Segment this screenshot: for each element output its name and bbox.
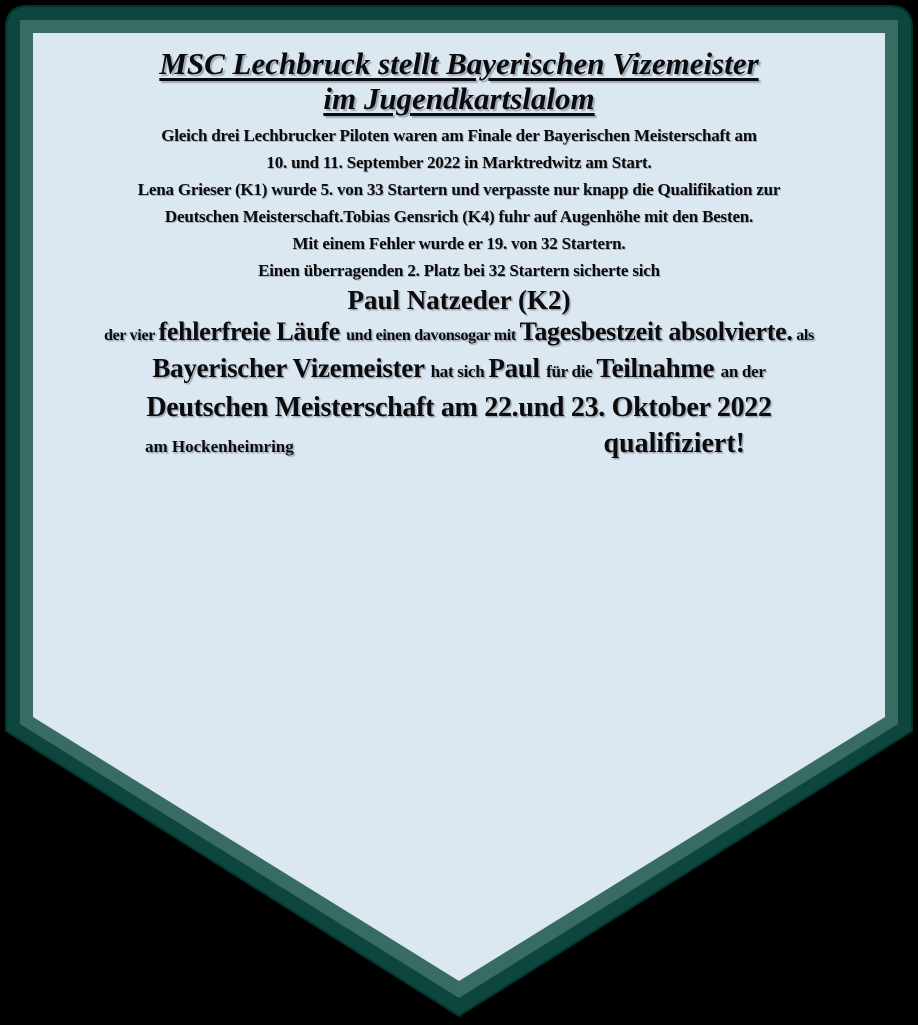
detail-segment: für die	[546, 362, 597, 381]
intro-line: Deutschen Meisterschaft.Tobias Gensrich (K4) fuhr auf Augenhöhe mit den Besten.	[164, 207, 754, 226]
detail-segment: der vier	[103, 327, 159, 344]
intro-line: Gleich drei Lechbrucker Piloten waren am Finale der Bayerischen Meisterschaft am	[161, 126, 757, 145]
detail-segment: Paul	[488, 353, 547, 383]
intro-line: Einen überragenden 2. Platz bei 32 Startern sicherte sich	[258, 261, 660, 280]
title-line-1: MSC Lechbruck stellt Bayerischen Vizemeister	[159, 46, 759, 81]
detail-segment: hat sich	[430, 362, 489, 381]
winner-name: Paul Natzeder (K2)	[347, 285, 571, 315]
detail-segment: an der	[720, 362, 766, 381]
intro-line: Lena Grieser (K1) wurde 5. von 33 Startern und verpasste nur knapp die Qualifikation zur	[137, 180, 781, 199]
intro-paragraph	[33, 122, 885, 284]
qualified-text: qualifiziert!	[603, 428, 745, 459]
detail-line-1	[33, 317, 885, 351]
detail-segment: und einen davonsogar mit	[346, 327, 520, 344]
detail-segment: Bayerischer Vizemeister	[152, 353, 431, 383]
pennant-content	[33, 33, 885, 465]
detail-line-2	[33, 351, 885, 390]
intro-line: Mit einem Fehler wurde er 19. von 32 Startern.	[292, 234, 626, 253]
detail-segment: als	[792, 327, 815, 344]
detail-segment: Teilnahme	[596, 353, 721, 383]
title-line-2: im Jugendkartslalom	[323, 81, 595, 116]
footer-line	[33, 426, 885, 465]
page-title	[33, 33, 885, 116]
event-line: Deutschen Meisterschaft am 22.und 23. Oktober 2022	[146, 392, 772, 423]
venue-text: am Hockenheimring	[145, 437, 294, 456]
detail-segment: Tagesbestzeit absolvierte.	[519, 317, 793, 346]
intro-line: 10. und 11. September 2022 in Marktredwitz am Start.	[266, 153, 652, 172]
detail-segment: fehlerfreie Läufe	[158, 317, 347, 346]
